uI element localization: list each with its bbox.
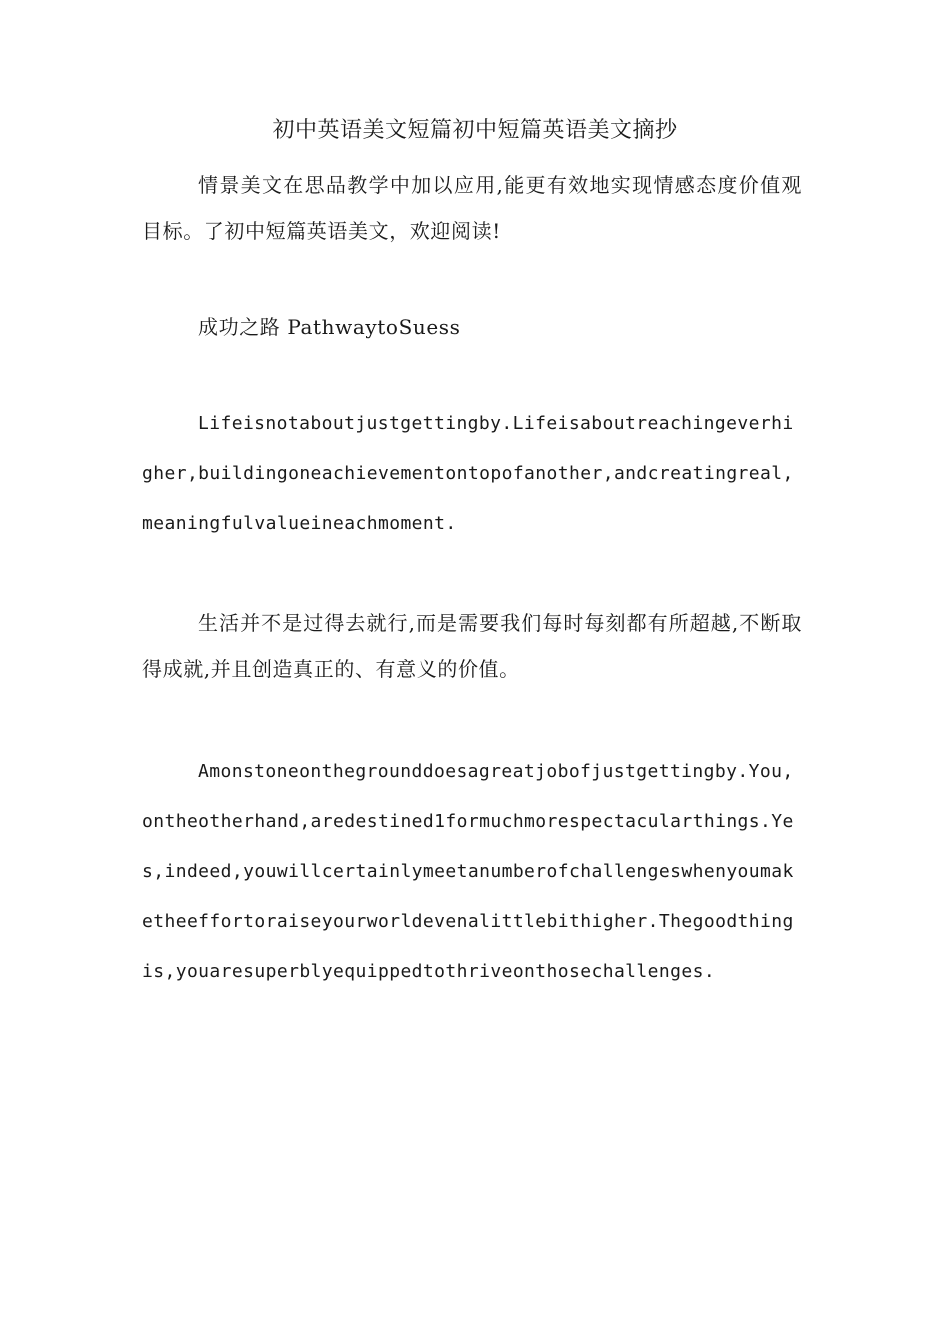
chinese-paragraph-1: 生活并不是过得去就行,而是需要我们每时每刻都有所超越,不断取得成就,并且创造真正的、有意义的价值。	[142, 611, 802, 681]
english-paragraph-2: Amonstoneonthegrounddoesagreatjobofjustgettingby.You,ontheotherhand,aredestined1formuchmorespectacularthings.Yes,indeed,youwillcertainlymeetanumberofchallengeswhenyoumaketheeffortoraiseyourworldevenalittlebithigher.Thegoodthingis,youaresuperblyequippedtothriveonthosechallenges.	[142, 761, 794, 982]
section-heading: 成功之路 PathwaytoSuess	[198, 315, 461, 339]
intro-paragraph: 情景美文在思品教学中加以应用,能更有效地实现情感态度价值观目标。了初中短篇英语美文，欢迎阅读!	[142, 173, 802, 243]
english-paragraph-1: Lifeisnotaboutjustgettingby.Lifeisaboutreachingeverhigher,buildingoneachievementontopofanother,andcreatingreal,meaningfulvalueineachmoment.	[142, 413, 794, 534]
document-title: 初中英语美文短篇初中短篇英语美文摘抄	[272, 118, 678, 143]
